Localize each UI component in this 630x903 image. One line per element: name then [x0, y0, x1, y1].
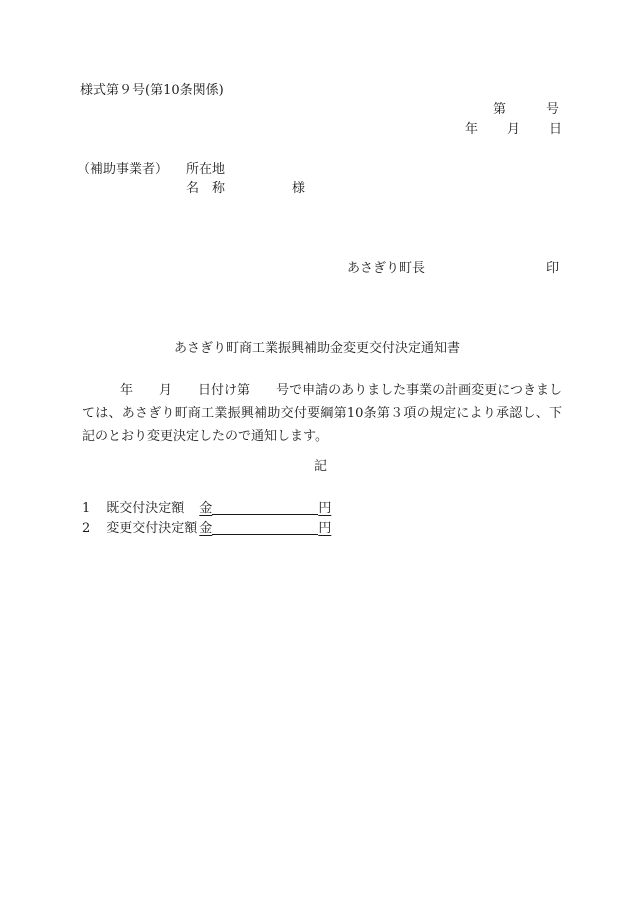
ki-heading: 記	[314, 459, 328, 474]
amount-row	[82, 521, 331, 535]
body-year: 年	[120, 383, 134, 398]
amount-yen: 円	[318, 521, 332, 536]
amount-row-label: 変更交付決定額	[106, 521, 198, 536]
amount-row-number: 1	[82, 501, 91, 516]
recipient-honorific: 様	[292, 181, 306, 196]
date-month: 月	[507, 122, 521, 137]
amount-row	[82, 501, 331, 515]
date-year: 年	[465, 122, 479, 137]
document-number	[493, 103, 559, 116]
body-month: 月	[159, 383, 173, 398]
body-text: 号で申請のありました事業の計画変更につきましては、あさぎり町商工業振興補助交付要綱第10条第３項の規定により承認し、下記のとおり変更決定したので通知します。	[82, 383, 562, 444]
seal-mark: 印	[546, 261, 560, 276]
amount-blank-line	[212, 501, 318, 515]
amount-row-label: 既交付決定額	[106, 501, 185, 516]
doc-number-go: 号	[546, 102, 560, 117]
body-paragraph	[82, 379, 562, 448]
amount-yen: 円	[318, 501, 332, 516]
document-title: あさぎり町商工業振興補助金変更交付決定通知書	[174, 341, 461, 356]
recipient-category: （補助事業者）	[77, 162, 169, 177]
recipient-address-label: 所在地	[186, 162, 226, 177]
amount-kin: 金	[199, 521, 213, 536]
amount-blank-line	[212, 521, 318, 535]
doc-number-dai: 第	[493, 102, 507, 117]
amount-kin: 金	[199, 501, 213, 516]
issue-date	[465, 123, 562, 136]
date-day: 日	[549, 122, 563, 137]
amount-row-number: 2	[82, 521, 91, 536]
form-number: 様式第９号(第10条関係)	[80, 83, 224, 98]
body-dated-no: 日付け第	[198, 383, 251, 398]
issuer-title: あさぎり町長	[347, 261, 426, 276]
recipient-name-label: 名 称	[186, 181, 226, 196]
